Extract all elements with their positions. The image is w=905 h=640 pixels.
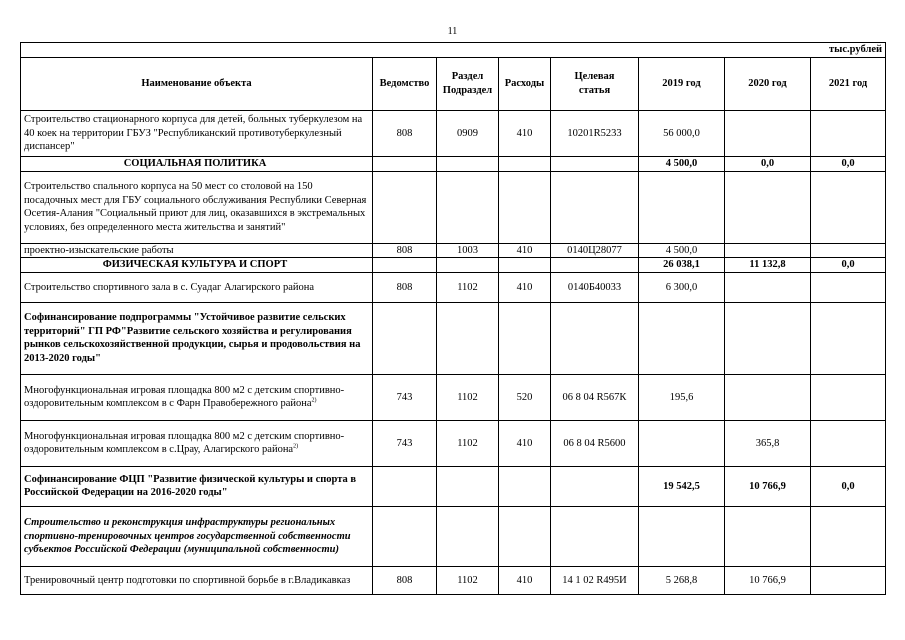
amount-2021: 0,0 [811, 157, 886, 172]
object-name: Тренировочный центр подготовки по спортивной борьбе в г.Владикавказ [21, 566, 373, 594]
expense-code [499, 258, 551, 273]
amount-2019: 195,6 [639, 374, 725, 420]
section-code [437, 466, 499, 506]
subprogram-title: Софинансирование подпрограммы "Устойчивое развитие сельских территорий" ГП РФ"Развитие сельского хозяйства и регулирования рынков сельскохозяйственной продукции, сырья и продовольствия на 2013-2020 годы" [21, 302, 373, 374]
amount-2020: 365,8 [725, 420, 811, 466]
direction-row [21, 506, 886, 566]
table-row [21, 566, 886, 594]
target-code [551, 466, 639, 506]
target-code: 0140Ц28077 [551, 243, 639, 258]
section-title: ФИЗИЧЕСКАЯ КУЛЬТУРА И СПОРТ [21, 258, 373, 273]
section-title: СОЦИАЛЬНАЯ ПОЛИТИКА [21, 157, 373, 172]
table-row [21, 272, 886, 302]
amount-2020: 10 766,9 [725, 466, 811, 506]
amount-2021 [811, 171, 886, 243]
section-code: 1102 [437, 566, 499, 594]
expense-code: 410 [499, 272, 551, 302]
expense-code [499, 466, 551, 506]
table-row [21, 420, 886, 466]
amount-2021 [811, 243, 886, 258]
budget-table [20, 42, 886, 595]
target-code: 06 8 04 R5600 [551, 420, 639, 466]
target-code: 0140Б40033 [551, 272, 639, 302]
section-row [21, 258, 886, 273]
amount-2021 [811, 506, 886, 566]
expense-code: 410 [499, 566, 551, 594]
footnote-marker: 2) [293, 443, 299, 450]
ministry-code: 743 [373, 420, 437, 466]
amount-2021: 0,0 [811, 258, 886, 273]
object-name: проектно-изыскательские работы [21, 243, 373, 258]
expense-code [499, 302, 551, 374]
section-code: 1003 [437, 243, 499, 258]
expense-code: 410 [499, 111, 551, 157]
amount-2019: 56 000,0 [639, 111, 725, 157]
col-header-name: Наименование объекта [21, 58, 373, 111]
ministry-code [373, 506, 437, 566]
page-number: 11 [447, 26, 458, 37]
expense-code: 410 [499, 243, 551, 258]
subprogram-row [21, 302, 886, 374]
amount-2021 [811, 566, 886, 594]
section-code: 0909 [437, 111, 499, 157]
amount-2020: 0,0 [725, 157, 811, 172]
ministry-code: 808 [373, 272, 437, 302]
target-code [551, 258, 639, 273]
object-name: Строительство спального корпуса на 50 мест со столовой на 150 посадочных мест для ГБУ социального обслуживания Республики Северная Осетия-Алания "Социальный приют для лиц, оказавшихся в экстремальных условиях, без определенного места жительства и занятий" [21, 171, 373, 243]
table-row [21, 243, 886, 258]
amount-2019 [639, 171, 725, 243]
section-row [21, 157, 886, 172]
ministry-code [373, 171, 437, 243]
amount-2020 [725, 171, 811, 243]
object-name: Многофункциональная игровая площадка 800 м2 с детским спортивно-оздоровительным комплексом в с.Црау, Алагирского района$^{2)}$ [21, 420, 373, 466]
ministry-code: 808 [373, 111, 437, 157]
ministry-code [373, 302, 437, 374]
amount-2021 [811, 374, 886, 420]
ministry-code: 743 [373, 374, 437, 420]
col-header-ministry: Ведомство [373, 58, 437, 111]
col-header-2020: 2020 год [725, 58, 811, 111]
amount-2019: 4 500,0 [639, 243, 725, 258]
section-code [437, 258, 499, 273]
amount-2019: 19 542,5 [639, 466, 725, 506]
ministry-code: 808 [373, 566, 437, 594]
amount-2020 [725, 272, 811, 302]
program-row [21, 466, 886, 506]
amount-2020: 10 766,9 [725, 566, 811, 594]
table-row [21, 374, 886, 420]
col-header-expenses: Расходы [499, 58, 551, 111]
amount-2019: 6 300,0 [639, 272, 725, 302]
expense-code: 520 [499, 374, 551, 420]
ministry-code [373, 157, 437, 172]
amount-2019 [639, 302, 725, 374]
table-row [21, 171, 886, 243]
footnote-marker: 2) [311, 397, 317, 404]
amount-2021: 0,0 [811, 466, 886, 506]
amount-2020: 11 132,8 [725, 258, 811, 273]
object-name: Строительство спортивного зала в с. Суадаг Алагирского района [21, 272, 373, 302]
amount-2020 [725, 302, 811, 374]
amount-2020 [725, 111, 811, 157]
program-title: Софинансирование ФЦП "Развитие физической культуры и спорта в Российской Федерации на 2016-2020 годы" [21, 466, 373, 506]
col-header-2021: 2021 год [811, 58, 886, 111]
amount-2020 [725, 506, 811, 566]
col-header-target: Целевая статья [551, 58, 639, 111]
table-header-row [21, 58, 886, 111]
section-code [437, 171, 499, 243]
amount-2021 [811, 420, 886, 466]
amount-2020 [725, 374, 811, 420]
target-code: 10201R5233 [551, 111, 639, 157]
section-code: 1102 [437, 374, 499, 420]
amount-2021 [811, 272, 886, 302]
amount-2019 [639, 420, 725, 466]
expense-code [499, 157, 551, 172]
ministry-code [373, 466, 437, 506]
amount-2019: 5 268,8 [639, 566, 725, 594]
target-code [551, 302, 639, 374]
col-header-2019: 2019 год [639, 58, 725, 111]
target-code: 14 1 02 R495И [551, 566, 639, 594]
section-code: 1102 [437, 272, 499, 302]
section-code [437, 157, 499, 172]
amount-2020 [725, 243, 811, 258]
section-code [437, 506, 499, 566]
target-code: 06 8 04 R567К [551, 374, 639, 420]
amount-2021 [811, 302, 886, 374]
unit-label: тыс.рублей [21, 43, 886, 58]
object-name: Строительство стационарного корпуса для детей, больных туберкулезом на 40 коек на территории ГБУЗ "Республиканский противотуберкулезный диспансер" [21, 111, 373, 157]
expense-code [499, 506, 551, 566]
section-code [437, 302, 499, 374]
target-code [551, 171, 639, 243]
direction-title: Строительство и реконструкция инфраструктуры региональных спортивно-тренировочных центров государственной собственности субъектов Российской Федерации (муниципальной собственности) [21, 506, 373, 566]
table-row [21, 111, 886, 157]
amount-2019: 4 500,0 [639, 157, 725, 172]
ministry-code: 808 [373, 243, 437, 258]
expense-code: 410 [499, 420, 551, 466]
expense-code [499, 171, 551, 243]
object-name: Многофункциональная игровая площадка 800 м2 с детским спортивно-оздоровительным комплексом в с Фарн Правобережного района$^{2)}$ [21, 374, 373, 420]
amount-2019 [639, 506, 725, 566]
target-code [551, 157, 639, 172]
section-code: 1102 [437, 420, 499, 466]
target-code [551, 506, 639, 566]
amount-2021 [811, 111, 886, 157]
amount-2019: 26 038,1 [639, 258, 725, 273]
ministry-code [373, 258, 437, 273]
col-header-section: Раздел Подраздел [437, 58, 499, 111]
